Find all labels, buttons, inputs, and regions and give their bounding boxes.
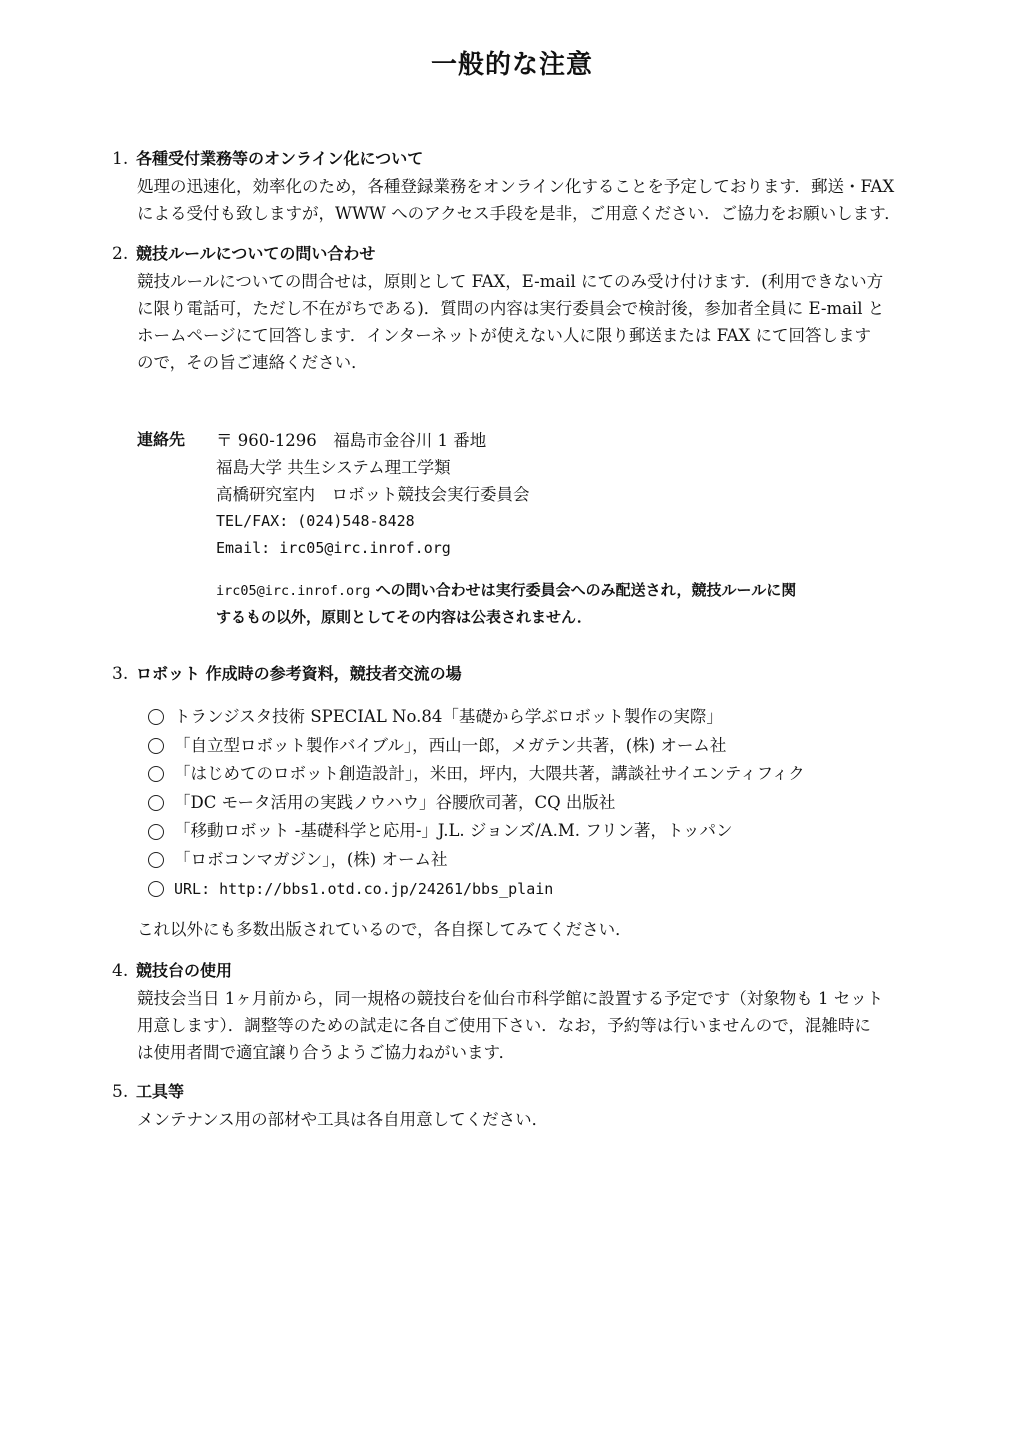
paragraph-line: メンテナンス用の部材や工具は各自用意してください． (137, 1110, 549, 1129)
section-4-body (137, 985, 947, 1066)
circle-bullet-icon (148, 795, 164, 811)
section-5-body (137, 1106, 947, 1133)
paragraph-line: ので，その旨ご連絡ください． (137, 353, 368, 372)
list-item (148, 703, 805, 732)
section-5-heading (112, 1081, 184, 1103)
section-title: 競技ルールについての問い合わせ (136, 244, 376, 263)
reference-list (148, 703, 805, 903)
note-email-link[interactable]: irc05@irc.inrof.org (216, 583, 371, 599)
paragraph-line: は使用者間で適宜譲り合うようご協力ねがいます． (137, 1043, 516, 1062)
section-1-body (137, 173, 947, 227)
note-text: への問い合わせは実行委員会へのみ配送され，競技ルールに関 (370, 581, 797, 599)
contact-postal: 〒 960-1296 福島市金谷川 1 番地 (216, 431, 487, 450)
section-number: 1. (112, 149, 129, 169)
reference-text: 「移動ロボット -基礎科学と応用-」J.L. ジョンズ/A.M. フリン著，トッパン (174, 821, 733, 841)
section-number: 5. (112, 1082, 129, 1102)
url-label: URL: (174, 879, 211, 898)
circle-bullet-icon (148, 766, 164, 782)
circle-bullet-icon (148, 824, 164, 840)
url-link[interactable]: http://bbs1.otd.co.jp/24261/bbs_plain (219, 879, 554, 898)
section-4-heading (112, 960, 232, 982)
paragraph-line: 競技会当日 1ヶ月前から，同一規格の競技台を仙台市科学館に設置する予定です（対象物も 1 セット (137, 989, 884, 1008)
list-item (148, 817, 805, 846)
reference-text: トランジスタ技術 SPECIAL No.84「基礎から学ぶロボット製作の実際」 (174, 707, 723, 726)
section-3-heading (112, 663, 462, 685)
paragraph-line: 競技ルールについての問合せは，原則として FAX，E-mail にてのみ受け付けます．(利用できない方 (137, 272, 884, 291)
paragraph-line: による受付も致しますが，WWW へのアクセス手段を是非，ご用意ください．ご協力をお願いします． (137, 204, 901, 223)
contact-email[interactable]: Email: irc05@irc.inrof.org (216, 539, 451, 557)
section-3-footer (137, 916, 947, 943)
note-text: するもの以外，原則としてその内容は公表されません． (216, 608, 592, 626)
list-item (148, 846, 805, 875)
contact-label: 連絡先 (137, 430, 186, 449)
section-2-heading (112, 243, 375, 265)
contact-lab: 高橋研究室内 ロボット競技会実行委員会 (216, 485, 530, 504)
section-title: ロボット 作成時の参考資料，競技者交流の場 (136, 664, 462, 683)
section-1-heading (112, 148, 423, 170)
paragraph-line: ホームページにて回答します．インターネットが使えない人に限り郵送または FAX にて回答します (137, 326, 872, 345)
section-title: 競技台の使用 (136, 961, 233, 980)
circle-bullet-icon (148, 881, 164, 897)
circle-bullet-icon (148, 852, 164, 868)
contact-org: 福島大学 共生システム理工学類 (216, 458, 451, 477)
reference-text: 「DC モータ活用の実践ノウハウ」谷腰欣司著，CQ 出版社 (174, 792, 616, 812)
paragraph-line: 用意します）．調整等のための試走に各自ご使用下さい．なお，予約等は行いませんので，混雑時に (137, 1016, 871, 1035)
section-number: 3. (112, 664, 129, 684)
list-item (148, 732, 805, 761)
circle-bullet-icon (148, 709, 164, 725)
reference-text: 「自立型ロボット製作バイブル」，西山一郎，メガテン共著，(株) オーム社 (174, 735, 727, 755)
paragraph-line: に限り電話可，ただし不在がちである)．質問の内容は実行委員会で検討後，参加者全員に E-mail と (137, 299, 885, 318)
page-title: 一般的な注意 (430, 50, 593, 80)
contact-note (216, 577, 796, 630)
contact-address (216, 427, 530, 562)
list-item-url (148, 875, 805, 904)
section-title: 各種受付業務等のオンライン化について (136, 149, 424, 168)
paragraph-line: 処理の迅速化，効率化のため，各種登録業務をオンライン化することを予定しております．郵送・FAX (137, 177, 895, 196)
reference-text: 「はじめてのロボット創造設計」，米田，坪内，大隈共著，講談社サイエンティフィク (174, 764, 805, 784)
reference-text: 「ロボコンマガジン」，(株) オーム社 (174, 849, 448, 869)
section-number: 2. (112, 244, 129, 264)
section-number: 4. (112, 961, 129, 981)
circle-bullet-icon (148, 738, 164, 754)
section-2-body (137, 268, 947, 376)
list-item (148, 789, 805, 818)
list-item (148, 760, 805, 789)
paragraph-line: これ以外にも多数出版されているので，各自探してみてください． (137, 920, 632, 939)
contact-tel: TEL/FAX: (024)548-8428 (216, 512, 415, 530)
section-title: 工具等 (136, 1082, 185, 1101)
